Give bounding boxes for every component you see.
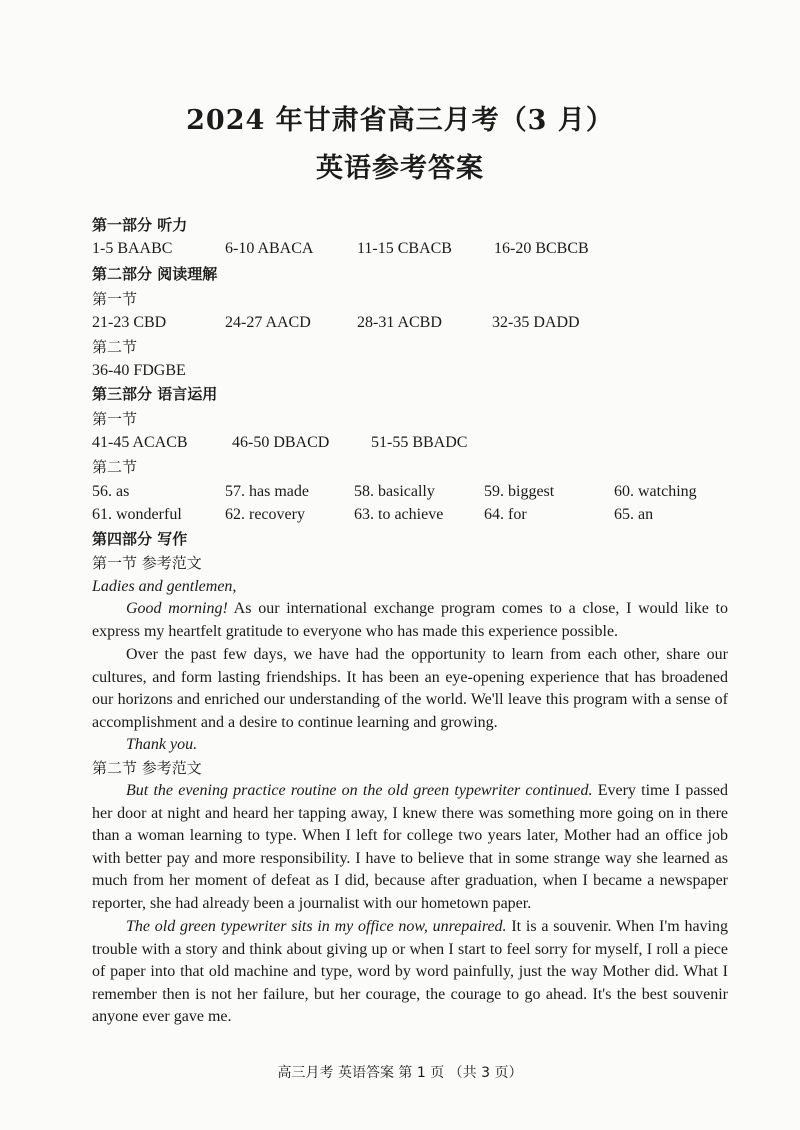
part1-heading: 第一部分 听力	[92, 216, 188, 234]
part2-section2-label: 第二节	[92, 338, 138, 356]
part4-section2-label: 第二节 参考范文	[92, 759, 202, 777]
fill-answer: 57. has made	[225, 483, 309, 500]
part3-heading: 第三部分 语言运用	[92, 385, 218, 403]
answer-group: 51-55 BBADC	[371, 434, 468, 451]
story-paragraph	[92, 780, 728, 915]
fill-answer: 58. basically	[354, 483, 435, 500]
answer-group: 46-50 DBACD	[232, 434, 330, 451]
essay-paragraph	[92, 598, 728, 643]
fill-answer: 59. biggest	[484, 483, 555, 500]
answer-group: 41-45 ACACB	[92, 434, 188, 451]
fill-answer: 61. wonderful	[92, 506, 182, 523]
paragraph-lead: Good morning!	[126, 600, 228, 617]
paragraph-body: It is a souvenir. When I'm having trouble with a story and think about giving up or when I start to feel sorry for myself, I roll a piece of paper into that old machine and type, word by word painfully, just the way Mother did. What I remember then is not her failure, but her courage, the courage to go ahead. It's the best souvenir anyone ever gave me.	[92, 918, 728, 1025]
paragraph-body: As our international exchange program comes to a close, I would like to express my heartfelt gratitude to everyone who has made this experience possible.	[92, 600, 729, 640]
part2-heading: 第二部分 阅读理解	[92, 265, 218, 283]
answer-group: 21-23 CBD	[92, 314, 167, 331]
part4-section1-label: 第一节 参考范文	[92, 554, 202, 572]
paragraph-lead: The old green typewriter sits in my office now, unrepaired.	[126, 918, 507, 935]
part3-section1-label: 第一节	[92, 410, 138, 428]
part3-section2-label: 第二节	[92, 458, 138, 476]
part4-heading: 第四部分 写作	[92, 530, 188, 548]
essay-closing: Thank you.	[126, 736, 198, 753]
answer-group: 24-27 AACD	[225, 314, 311, 331]
paragraph-body: Every time I passed her door at night and heard her tapping away, I knew there was something more going on in there than a woman learning to type. When I left for college two years later, Mother had an office job with better pay and more responsibility. I have to believe that in some strange way she learned as much from her moment of defeat as I did, because after graduation, when I became a newspaper reporter, she had already been a journalist with our hometown paper.	[92, 782, 729, 912]
answer-group: 6-10 ABACA	[225, 240, 314, 257]
answer-group: 16-20 BCBCB	[494, 240, 589, 257]
answer-group: 36-40 FDGBE	[92, 362, 186, 379]
fill-answer: 65. an	[614, 506, 654, 523]
part2-section1-label: 第一节	[92, 290, 138, 308]
answer-group: 11-15 CBACB	[357, 240, 452, 257]
paragraph-lead: But the evening practice routine on the old green typewriter continued.	[126, 782, 593, 799]
fill-answer: 63. to achieve	[354, 506, 444, 523]
essay-paragraph: Over the past few days, we have had the opportunity to learn from each other, share our cultures, and form lasting friendships. It has been an eye-opening experience that has broadened our horizons and enriched our understanding of the world. We'll leave this program with a sense of accomplishment and a desire to continue learning and growing.	[92, 646, 728, 731]
answer-group: 32-35 DADD	[492, 314, 580, 331]
fill-answer: 60. watching	[614, 483, 697, 500]
fill-answer: 64. for	[484, 506, 527, 523]
answer-group: 1-5 BAABC	[92, 240, 173, 257]
fill-answer: 62. recovery	[225, 506, 305, 523]
fill-answer: 56. as	[92, 483, 130, 500]
page-subtitle: 英语参考答案	[316, 153, 484, 184]
story-paragraph	[92, 916, 728, 1029]
page-title: 2024 年甘肃省高三月考（3 月）	[186, 105, 614, 136]
page-footer: 高三月考 英语答案 第 1 页 （共 3 页）	[277, 1065, 523, 1081]
essay-salutation: Ladies and gentlemen,	[92, 578, 237, 595]
answer-group: 28-31 ACBD	[357, 314, 442, 331]
